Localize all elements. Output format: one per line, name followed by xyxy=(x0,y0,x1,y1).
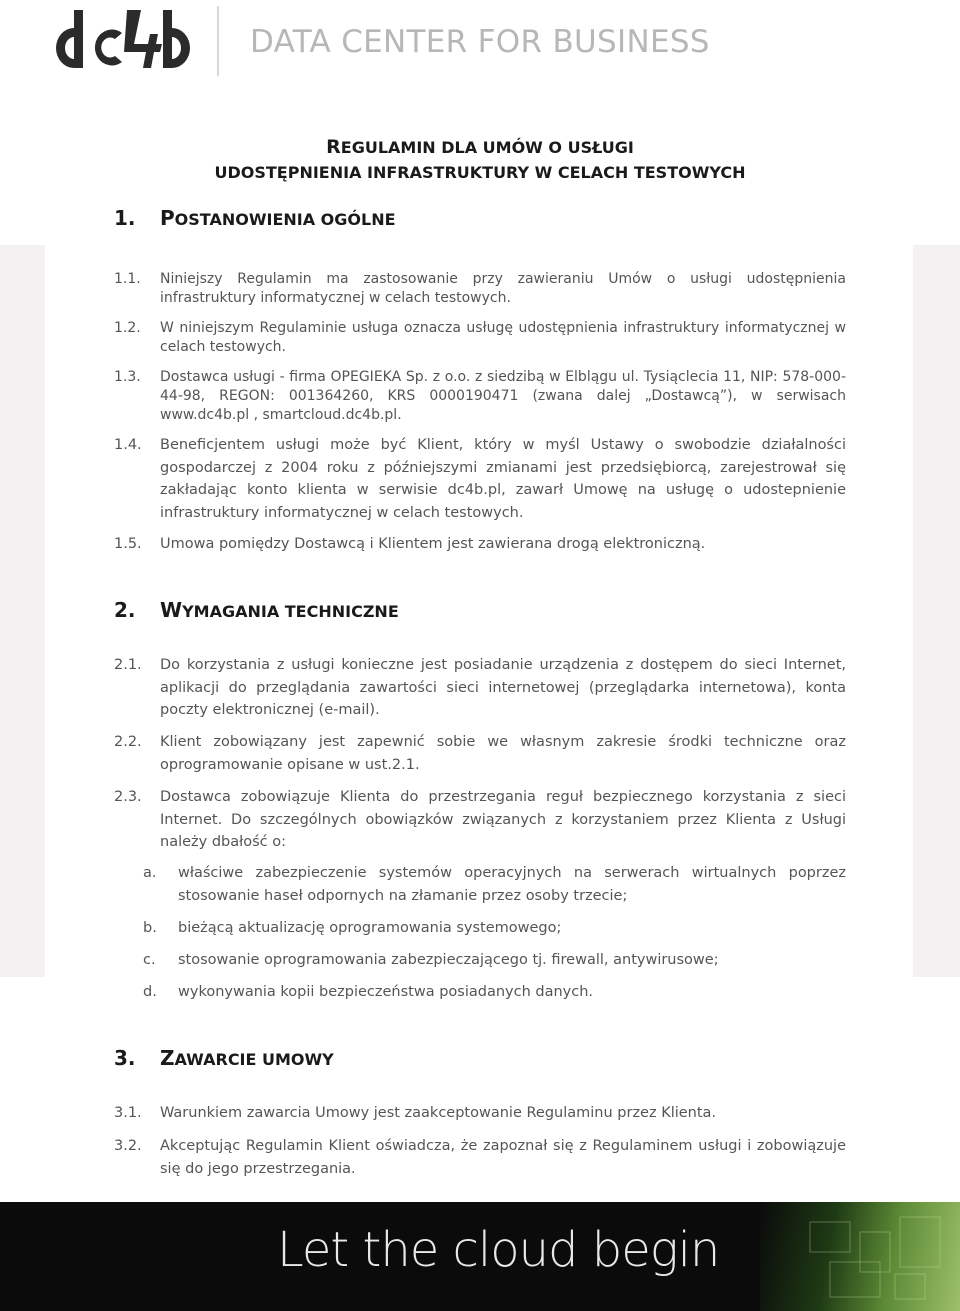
sub-list-item: b. bieżącą aktualizację oprogramowania systemowego; xyxy=(143,920,562,936)
list-item: 1.4. Beneficjentem usługi może być Klient, który w myśl Ustawy o swobodzie działalności gospodarczej z 2004 roku z późniejszymi zmianami jest przedsiębiorcą, zarejestrował się zakładając konto klienta w serwisie dc4b.pl, zawarł Umowę na usługę o udostepnienie infrastruktury informatycznej w celach testowych. xyxy=(114,437,846,521)
page-header xyxy=(0,0,960,90)
right-margin-band xyxy=(913,245,960,977)
footer-slogan: Let the cloud begin xyxy=(277,1222,720,1278)
list-item: 2.3. Dostawca zobowiązuje Klienta do przestrzegania reguł bezpiecznego korzystania z sieci Internet. Do szczególnych obowiązków związanych z korzystaniem przez Klienta z Usługi należy dbałość o: xyxy=(114,789,846,850)
section-heading-1: 1. POSTANOWIENIA OGÓLNE xyxy=(114,206,396,230)
list-item: 1.5. Umowa pomiędzy Dostawcą i Klientem jest zawierana drogą elektroniczną. xyxy=(114,536,706,552)
list-item: 3.2. Akceptując Regulamin Klient oświadcza, że zapoznał się z Regulaminem usługi i zobowiązuje się do jego przestrzegania. xyxy=(114,1138,846,1177)
list-item: 2.2. Klient zobowiązany jest zapewnić sobie we własnym zakresie środki techniczne oraz oprogramowanie opisane w ust.2.1. xyxy=(114,734,846,773)
left-margin-band xyxy=(0,245,45,977)
section-heading-2: 2. WYMAGANIA TECHNICZNE xyxy=(114,598,399,622)
list-item: 1.2. W niniejszym Regulaminie usługa oznacza usługę udostępnienia infrastruktury informatycznej w celach testowych. xyxy=(114,320,846,355)
list-item: 3.1. Warunkiem zawarcia Umowy jest zaakceptowanie Regulaminu przez Klienta. xyxy=(114,1105,717,1121)
sub-list-item: d. wykonywania kopii bezpieczeństwa posiadanych danych. xyxy=(143,984,594,1000)
logo-divider xyxy=(217,6,219,76)
dc4b-logo xyxy=(44,4,202,72)
doc-title-line-2: UDOSTĘPNIENIA INFRASTRUKTURY W CELACH TESTOWYCH xyxy=(214,163,746,182)
sub-list-item: a. właściwe zabezpieczenie systemów operacyjnych na serwerach wirtualnych poprzez stosowanie haseł odpornych na złamanie przez osoby trzecie; xyxy=(143,865,846,904)
sub-list-item: c. stosowanie oprogramowania zabezpieczającego tj. firewall, antywirusowe; xyxy=(143,952,719,968)
list-item: 1.3. Dostawca usługi - firma OPEGIEKA Sp. z o.o. z siedzibą w Elblągu ul. Tysiąclecia 11, NIP: 578-000-44-98, REGON: 001364260, KRS 0000190471 (zwana dalej „Dostawcą”), w serwisach www.dc4b.pl , smartcloud.dc4b.pl. xyxy=(114,369,846,423)
section-heading-3: 3. ZAWARCIE UMOWY xyxy=(114,1046,334,1070)
list-item: 2.1. Do korzystania z usługi konieczne jest posiadanie urządzenia z dostępem do sieci Internet, aplikacji do przeglądania zawartości sieci internetowej (przeglądarka internetowa), konta poczty elektronicznej (e-mail). xyxy=(114,657,846,718)
grid-pattern-icon xyxy=(790,1212,950,1307)
brand-tagline: DATA CENTER FOR BUSINESS xyxy=(250,24,710,60)
doc-title-line-1: REGULAMIN DLA UMÓW O USŁUGI xyxy=(326,136,634,158)
list-item: 1.1. Niniejszy Regulamin ma zastosowanie przy zawieraniu Umów o usługi udostępnienia infrastruktury informatycznej w celach testowych. xyxy=(114,271,846,306)
